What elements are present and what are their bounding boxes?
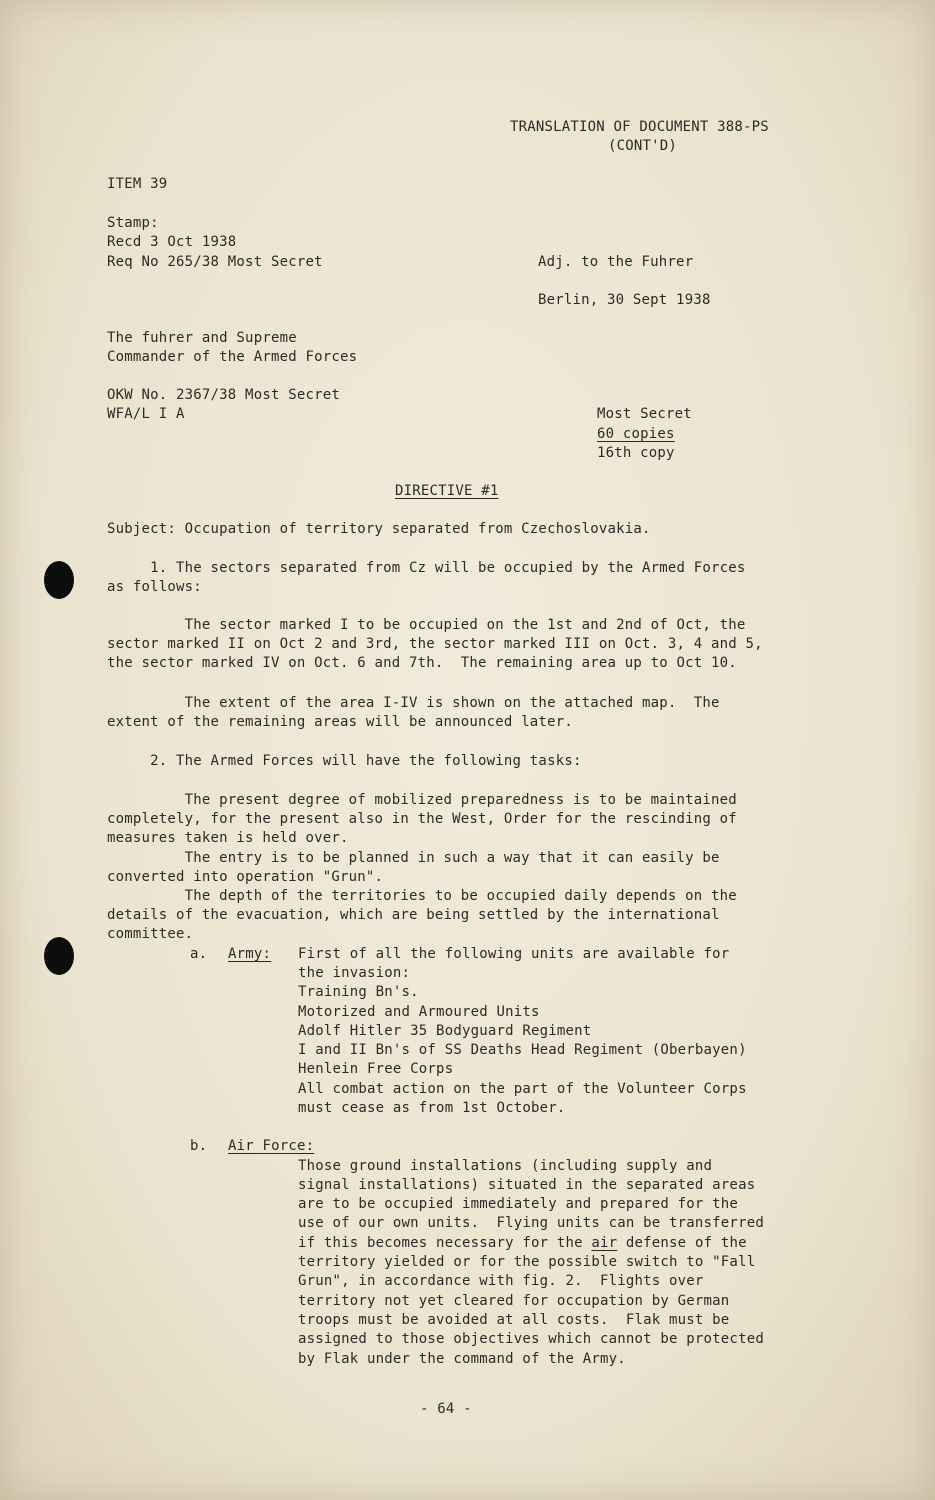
air-force-line-2: signal installations) situated in the separated areas	[298, 1177, 756, 1193]
para1-sectors-line-3: the sector marked IV on Oct. 6 and 7th. The remaining area up to Oct 10.	[107, 655, 737, 671]
army-line-6: I and II Bn's of SS Deaths Head Regiment (Oberbayen)	[298, 1042, 747, 1058]
air-force-label: Air Force:	[228, 1138, 315, 1154]
para2-depth-line-3: committee.	[107, 926, 194, 942]
para1-sectors-line-1: The sector marked I to be occupied on the 1st and 2nd of Oct, the	[107, 617, 746, 633]
punch-hole-bottom	[44, 937, 74, 975]
sender-line-2: Commander of the Armed Forces	[107, 349, 358, 365]
classification-copies: 60 copies	[597, 426, 675, 442]
para2-depth-line-2: details of the evacuation, which are being settled by the international	[107, 907, 720, 923]
air-force-line-10: assigned to those objectives which cannot be protected	[298, 1331, 764, 1347]
air-force-line-4: use of our own units. Flying units can be transferred	[298, 1215, 764, 1231]
air-force-line-5	[298, 1234, 747, 1253]
air-force-line-7: Grun", in accordance with fig. 2. Flights over	[298, 1273, 704, 1289]
army-line-7: Henlein Free Corps	[298, 1061, 454, 1077]
para1-sectors-line-2: sector marked II on Oct 2 and 3rd, the sector marked III on Oct. 3, 4 and 5,	[107, 636, 763, 652]
directive-title: DIRECTIVE #1	[395, 483, 499, 499]
army-label: Army:	[228, 946, 272, 962]
para2-depth-line-1: The depth of the territories to be occupied daily depends on the	[107, 888, 737, 904]
para2-intro: 2. The Armed Forces will have the following tasks:	[107, 753, 582, 769]
adjutant-line: Adj. to the Fuhrer	[538, 254, 694, 270]
air-force-line-1: Those ground installations (including supply and	[298, 1158, 713, 1174]
army-line-9: must cease as from 1st October.	[298, 1100, 566, 1116]
stamp-label: Stamp:	[107, 215, 159, 231]
office-reference: WFA/L I A	[107, 406, 185, 422]
document-subtitle: (CONT'D)	[608, 138, 678, 154]
page-number: - 64 -	[420, 1401, 472, 1417]
army-line-8: All combat action on the part of the Volunteer Corps	[298, 1081, 747, 1097]
para1-intro-line-1: 1. The sectors separated from Cz will be occupied by the Armed Forces	[107, 560, 746, 576]
para1-intro-line-2: as follows:	[107, 579, 202, 595]
air-underlined-word: air	[591, 1235, 618, 1251]
army-line-1: First of all the following units are available for	[298, 946, 730, 962]
air-force-marker: b.	[190, 1138, 208, 1154]
item-number: ITEM 39	[107, 176, 168, 192]
sender-line-1: The fuhrer and Supreme	[107, 330, 297, 346]
air-force-line-8: territory not yet cleared for occupation by German	[298, 1293, 730, 1309]
okw-reference: OKW No. 2367/38 Most Secret	[107, 387, 340, 403]
punch-hole-top	[44, 561, 74, 599]
air-force-line-3: are to be occupied immediately and prepared for the	[298, 1196, 739, 1212]
stamp-request: Req No 265/38 Most Secret	[107, 254, 323, 270]
para2-mobilization-line-3: measures taken is held over.	[107, 830, 349, 846]
para2-entry-line-2: converted into operation "Grun".	[107, 869, 384, 885]
para2-mobilization-line-2: completely, for the present also in the West, Order for the rescinding of	[107, 811, 737, 827]
air-force-line-9: troops must be avoided at all costs. Flak must be	[298, 1312, 730, 1328]
subject-line: Subject: Occupation of territory separated from Czechoslovakia.	[107, 521, 651, 537]
classification-copy-number: 16th copy	[597, 445, 675, 461]
para2-mobilization-line-1: The present degree of mobilized preparedness is to be maintained	[107, 792, 737, 808]
army-line-5: Adolf Hitler 35 Bodyguard Regiment	[298, 1023, 592, 1039]
place-date: Berlin, 30 Sept 1938	[538, 292, 711, 308]
para2-entry-line-1: The entry is to be planned in such a way that it can easily be	[107, 850, 720, 866]
stamp-received: Recd 3 Oct 1938	[107, 234, 237, 250]
document-title: TRANSLATION OF DOCUMENT 388-PS	[510, 119, 769, 135]
army-line-4: Motorized and Armoured Units	[298, 1004, 540, 1020]
army-line-3: Training Bn's.	[298, 984, 419, 1000]
army-marker: a.	[190, 946, 208, 962]
air-force-line-6: territory yielded or for the possible switch to "Fall	[298, 1254, 756, 1270]
classification-level: Most Secret	[597, 406, 692, 422]
army-line-2: the invasion:	[298, 965, 411, 981]
air-force-line-11: by Flak under the command of the Army.	[298, 1351, 626, 1367]
air-force-line-5-start: if this becomes necessary for the	[298, 1235, 592, 1251]
para1-extent-line-2: extent of the remaining areas will be announced later.	[107, 714, 573, 730]
air-force-line-5-end: defense of the	[617, 1235, 747, 1251]
para1-extent-line-1: The extent of the area I-IV is shown on the attached map. The	[107, 695, 720, 711]
